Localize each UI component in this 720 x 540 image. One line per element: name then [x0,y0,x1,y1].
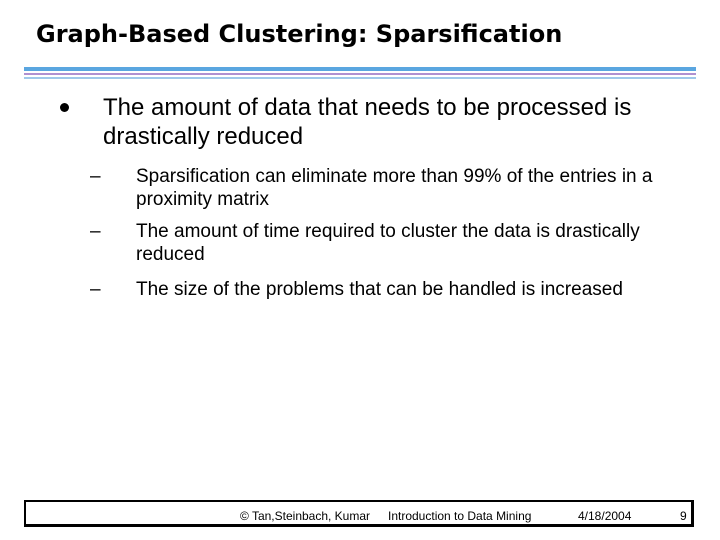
footer-copyright: © Tan,Steinbach, Kumar [240,509,371,523]
sub-bullet-text: Sparsification can eliminate more than 99% of the entries in a proximity matrix [136,166,653,210]
title-rule-purple [24,73,696,75]
sub-bullet-text: The size of the problems that can be handled is increased [136,279,623,300]
footer-page-number: 9 [680,509,687,523]
bullet-dot-icon [60,103,69,112]
dash-icon: – [90,166,101,187]
slide-title: Graph-Based Clustering: Sparsification [36,20,563,48]
main-bullet-text: The amount of data that needs to be processed is drastically reduced [103,94,632,150]
footer-date: 4/18/2004 [578,509,632,523]
footer-course: Introduction to Data Mining [388,509,532,523]
dash-icon: – [90,221,101,242]
sub-bullet-text: The amount of time required to cluster the data is drastically reduced [136,221,640,265]
dash-icon: – [90,279,101,300]
title-rule-blue [24,67,696,71]
title-rule-lightblue [24,77,696,79]
